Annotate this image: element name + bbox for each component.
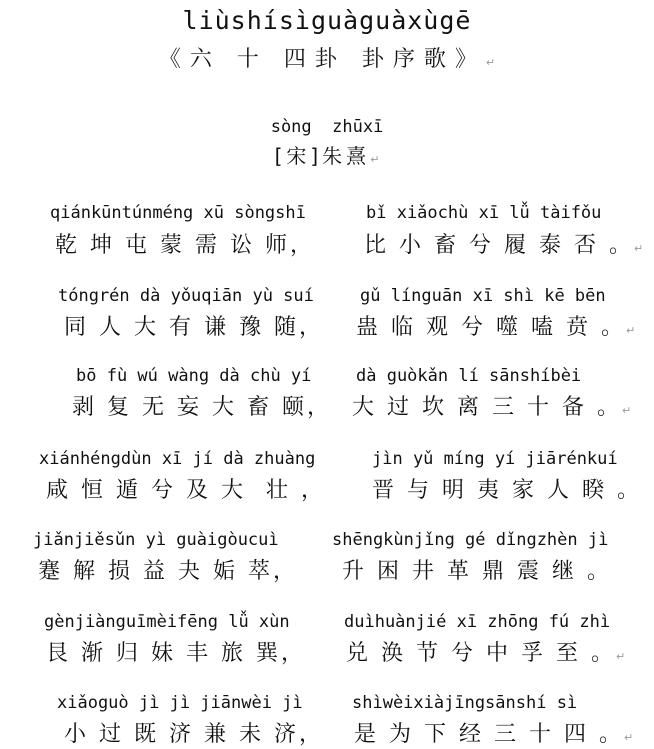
verse-5-left-pinyin: jiǎnjiěsǔn yì guàigòucuì bbox=[33, 530, 279, 550]
verse-3-right-hanzi bbox=[352, 390, 631, 421]
verse-7-right-pinyin: shìwèixiàjīngsānshí sì bbox=[352, 693, 578, 713]
verse-2-right-hanzi-text: 蛊 临 观 兮 噬 嗑 贲 。 bbox=[356, 315, 626, 340]
verse-6-right-hanzi bbox=[346, 636, 625, 667]
verse-6-right-hanzi-text: 兑 涣 节 兮 中 孚 至 。 bbox=[346, 641, 616, 666]
verse-3-left-hanzi: 剥 复 无 妄 大 畜 颐， bbox=[72, 395, 332, 420]
verse-4-right-pinyin: jìn yǔ míng yí jiārénkuí bbox=[372, 449, 618, 469]
verse-2-left-hanzi: 同 人 大 有 谦 豫 随， bbox=[64, 315, 324, 340]
verse-2-right-pinyin: gǔ línguān xī shì kē bēn bbox=[360, 286, 606, 306]
verse-3-right-hanzi-text: 大 过 坎 离 三 十 备 。 bbox=[352, 395, 622, 420]
title-hanzi-text: 《六 十 四卦 卦序歌》 bbox=[158, 47, 486, 72]
verse-6-left-pinyin: gènjiànguīmèifēng lǚ xùn bbox=[44, 612, 290, 632]
verse-5-left-hanzi: 蹇 解 损 益 夬 姤 萃， bbox=[38, 559, 298, 584]
verse-2-left-pinyin: tóngrén dà yǒuqiān yù suí bbox=[58, 286, 314, 306]
title-hanzi bbox=[0, 42, 654, 73]
verse-4-left-pinyin: xiánhéngdùn xī jí dà zhuàng bbox=[39, 449, 316, 469]
verse-1-left-hanzi: 乾 坤 屯 蒙 需 讼 师， bbox=[55, 233, 315, 258]
verse-1-right-hanzi bbox=[364, 228, 643, 259]
verse-1-right-pinyin: bǐ xiǎochù xī lǚ tàifǒu bbox=[366, 203, 602, 223]
verse-1-right-hanzi-text: 比 小 畜 兮 履 泰 否 。 bbox=[364, 233, 634, 258]
verse-5-right-pinyin: shēngkùnjǐng gé dǐngzhèn jì bbox=[332, 530, 609, 550]
verse-5-right-hanzi: 升 困 井 革 鼎 震 继 。 bbox=[342, 559, 612, 584]
verse-7-left-pinyin: xiǎoguò jì jì jiānwèi jì bbox=[57, 693, 303, 713]
paragraph-mark-icon: ↵ bbox=[370, 153, 380, 166]
paragraph-mark-icon: ↵ bbox=[615, 650, 626, 663]
title-pinyin: liùshísìguàguàxùgē bbox=[182, 6, 472, 35]
paragraph-mark-icon: ↵ bbox=[623, 731, 634, 744]
verse-7-right-hanzi-text: 是 为 下 经 三 十 四 。 bbox=[354, 722, 624, 747]
paragraph-mark-icon: ↵ bbox=[625, 324, 636, 337]
verse-2-right-hanzi bbox=[356, 310, 635, 341]
verse-7-left-hanzi: 小 过 既 济 兼 未 济， bbox=[64, 722, 324, 747]
author-pinyin: sòng zhūxī bbox=[270, 117, 384, 137]
verse-3-right-pinyin: dà guòkǎn lí sānshíbèi bbox=[356, 366, 582, 386]
verse-1-left-pinyin: qiánkūntúnméng xū sòngshī bbox=[50, 203, 306, 223]
verse-6-left-hanzi: 艮 渐 归 妹 丰 旅 巽， bbox=[46, 641, 306, 666]
verse-4-left-hanzi: 咸 恒 遁 兮 及 大 壮 ， bbox=[46, 478, 326, 503]
verse-6-right-pinyin: duìhuànjié xī zhōng fú zhì bbox=[344, 612, 611, 632]
author-hanzi bbox=[0, 140, 654, 169]
verse-4-right-hanzi: 晋 与 明 夷 家 人 睽 。 bbox=[372, 478, 642, 503]
author-hanzi-text: [宋]朱熹 bbox=[274, 144, 371, 168]
paragraph-mark-icon: ↵ bbox=[621, 404, 632, 417]
verse-7-right-hanzi bbox=[354, 717, 633, 748]
paragraph-mark-icon: ↵ bbox=[633, 242, 644, 255]
paragraph-mark-icon: ↵ bbox=[485, 56, 496, 69]
verse-3-left-pinyin: bō fù wú wàng dà chù yí bbox=[76, 366, 312, 386]
